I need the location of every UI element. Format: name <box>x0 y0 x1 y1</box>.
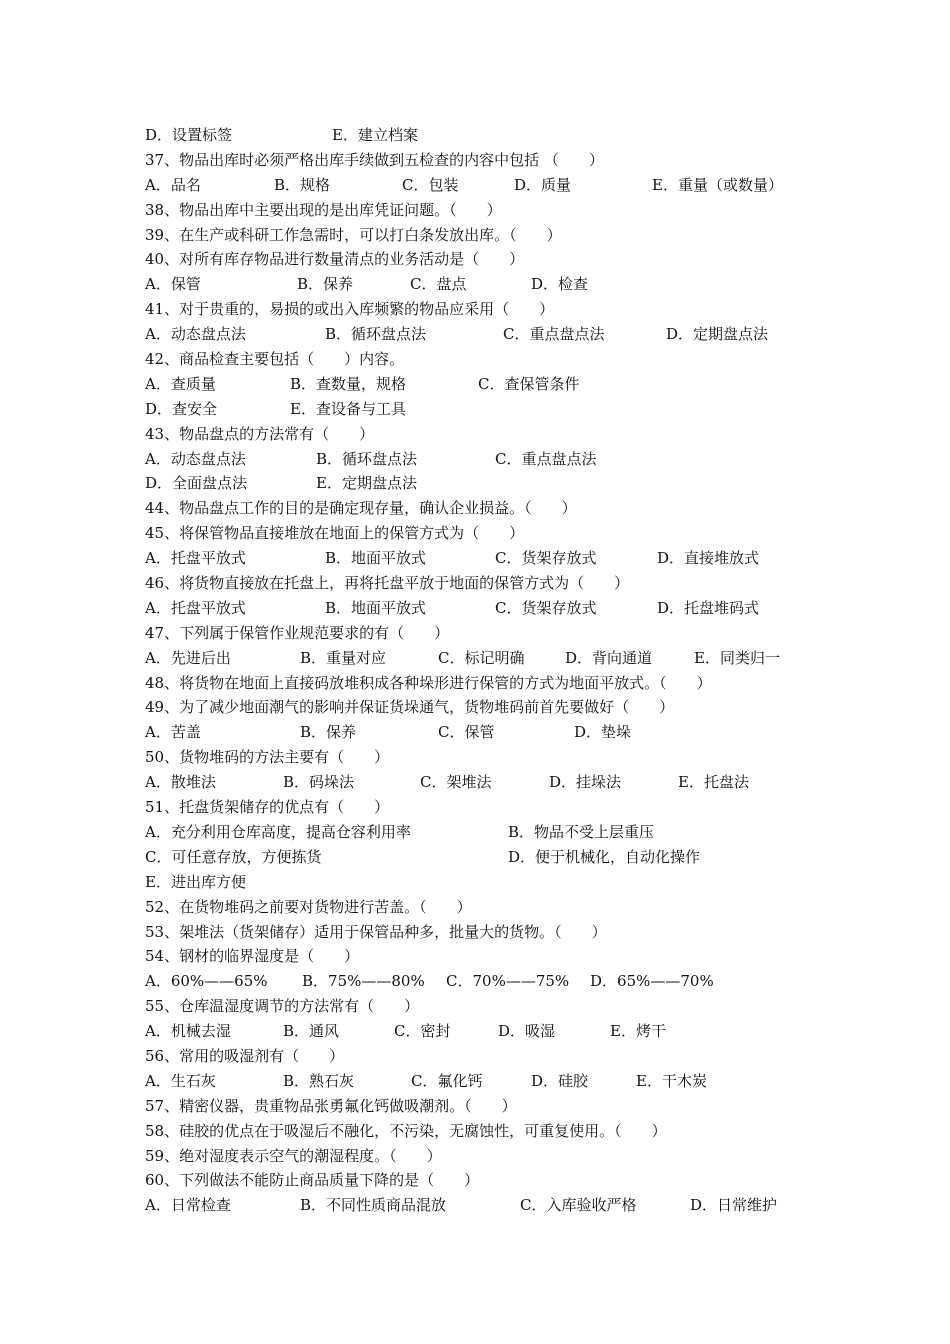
question-text: 43、物品盘点的方法常有（ ） <box>145 424 375 443</box>
text-segment: D．背向通道 <box>565 648 653 667</box>
text-line <box>0 297 950 322</box>
text-segment: D．吸湿 <box>498 1022 556 1041</box>
text-line <box>0 496 950 521</box>
text-line <box>0 969 950 994</box>
text-segment: E．查设备与工具 <box>290 399 406 418</box>
text-segment: D．硅胶 <box>531 1071 589 1090</box>
text-segment: A．60%——65% <box>145 972 268 991</box>
question-text: 48、将货物在地面上直接码放堆积成各种垛形进行保管的方式为地面平放式。（ ） <box>145 673 712 692</box>
text-segment: D．设置标签 <box>145 126 233 144</box>
text-segment: A．生石灰 <box>145 1071 216 1090</box>
text-segment: A．托盘平放式 <box>145 549 246 568</box>
text-line <box>0 422 950 447</box>
text-segment: A．查质量 <box>145 374 216 393</box>
text-segment: C．货架存放式 <box>495 598 597 617</box>
text-segment: B．码垛法 <box>283 773 355 792</box>
text-segment: E．托盘法 <box>678 773 749 792</box>
text-line <box>0 397 950 422</box>
text-line <box>0 123 950 148</box>
text-segment: E．烤干 <box>610 1022 666 1041</box>
question-text: 57、精密仪器，贵重物品张勇氟化钙做吸潮剂。（ ） <box>145 1096 517 1115</box>
text-segment: D．便于机械化，自动化操作 <box>508 847 701 866</box>
text-line <box>0 621 950 646</box>
text-line <box>0 720 950 745</box>
text-segment: B．通风 <box>283 1022 340 1041</box>
text-segment: C．可任意存放，方便拣货 <box>145 847 322 866</box>
text-line <box>0 646 950 671</box>
text-segment: B．地面平放式 <box>325 598 427 617</box>
text-segment: C．货架存放式 <box>495 549 597 568</box>
text-line <box>0 1144 950 1169</box>
question-text: 56、常用的吸湿剂有（ ） <box>145 1046 345 1065</box>
text-line <box>0 795 950 820</box>
text-segment: C．架堆法 <box>420 773 492 792</box>
text-segment: C．保管 <box>438 723 495 742</box>
text-segment: B．查数量，规格 <box>290 374 407 393</box>
question-text: 54、钢材的临界湿度是（ ） <box>145 947 360 966</box>
text-segment: B．循环盘点法 <box>325 325 427 344</box>
question-text: 49、为了减少地面潮气的影响并保证货垛通气，货物堆码前首先要做好（ ） <box>145 698 675 717</box>
question-text: 58、硅胶的优点在于吸湿后不融化，不污染，无腐蚀性，可重复使用。（ ） <box>145 1121 667 1140</box>
text-line <box>0 447 950 472</box>
text-line <box>0 1193 950 1218</box>
text-segment: C．氟化钙 <box>411 1071 483 1090</box>
text-segment: E．同类归一 <box>694 648 780 667</box>
text-segment: C．盘点 <box>410 275 467 294</box>
text-line <box>0 546 950 571</box>
text-segment: A．品名 <box>145 175 201 194</box>
text-segment: C．重点盘点法 <box>495 449 597 468</box>
question-text: 40、对所有库存物品进行数量清点的业务活动是（ ） <box>145 250 525 269</box>
text-segment: E．建立档案 <box>332 126 418 144</box>
text-line <box>0 820 950 845</box>
text-line <box>0 920 950 945</box>
text-segment: D．挂垛法 <box>549 773 622 792</box>
text-segment: B．熟石灰 <box>283 1071 355 1090</box>
question-text: 55、仓库温湿度调节的方法常有（ ） <box>145 997 420 1016</box>
question-text: 42、商品检查主要包括（ ）内容。 <box>145 350 405 369</box>
text-segment: C．70%——75% <box>446 972 570 991</box>
text-segment: D．65%——70% <box>590 972 714 991</box>
text-line <box>0 198 950 223</box>
text-line <box>0 148 950 173</box>
text-segment: A．先进后出 <box>145 648 231 667</box>
text-segment: D．日常维护 <box>690 1196 778 1215</box>
text-segment: D．垫垛 <box>574 723 632 742</box>
text-segment: A．托盘平放式 <box>145 598 246 617</box>
question-text: 39、在生产或科研工作急需时，可以打白条发放出库。（ ） <box>145 225 562 244</box>
question-text: 60、下列做法不能防止商品质量下降的是（ ） <box>145 1171 480 1190</box>
text-segment: D．托盘堆码式 <box>657 598 760 617</box>
text-segment: D．检查 <box>531 275 589 294</box>
text-segment: B．重量对应 <box>300 648 387 667</box>
text-segment: D．定期盘点法 <box>666 325 769 344</box>
text-line <box>0 845 950 870</box>
text-segment: A．日常检查 <box>145 1196 231 1215</box>
question-text: 45、将保管物品直接堆放在地面上的保管方式为（ ） <box>145 524 525 543</box>
text-segment: C．密封 <box>394 1022 451 1041</box>
text-segment: B．不同性质商品混放 <box>300 1196 447 1215</box>
text-line <box>0 1119 950 1144</box>
text-line <box>0 322 950 347</box>
text-line <box>0 671 950 696</box>
question-text: 38、物品出库中主要出现的是出库凭证问题。（ ） <box>145 200 502 219</box>
text-segment: B．循环盘点法 <box>316 449 418 468</box>
text-segment: C．重点盘点法 <box>503 325 605 344</box>
text-segment: B．保养 <box>297 275 354 294</box>
text-segment: A．散堆法 <box>145 773 216 792</box>
question-text: 37、物品出库时必须严格出库手续做到五检查的内容中包括 （ ） <box>145 150 604 169</box>
text-segment: C．包装 <box>402 175 459 194</box>
text-segment: D．直接堆放式 <box>657 549 760 568</box>
text-line <box>0 173 950 198</box>
text-line <box>0 895 950 920</box>
question-text: 46、将货物直接放在托盘上，再将托盘平放于地面的保管方式为（ ） <box>145 574 630 593</box>
text-line <box>0 223 950 248</box>
question-text: 50、货物堆码的方法主要有（ ） <box>145 748 390 767</box>
text-line <box>0 347 950 372</box>
text-line <box>0 994 950 1019</box>
question-text: 52、在货物堆码之前要对货物进行苦盖。（ ） <box>145 897 472 916</box>
question-text: 59、绝对湿度表示空气的潮湿程度。（ ） <box>145 1146 442 1165</box>
question-text: 44、物品盘点工作的目的是确定现存量，确认企业损益。（ ） <box>145 499 577 518</box>
text-segment: A．充分利用仓库高度，提高仓容利用率 <box>145 822 411 841</box>
question-text: E．进出库方便 <box>145 872 246 891</box>
text-segment: B．规格 <box>274 175 331 194</box>
text-line <box>0 944 950 969</box>
text-segment: B．物品不受上层重压 <box>508 822 655 841</box>
text-line <box>0 247 950 272</box>
text-line <box>0 596 950 621</box>
text-segment: A．动态盘点法 <box>145 449 246 468</box>
text-segment: E．干木炭 <box>636 1071 707 1090</box>
text-segment: C．查保管条件 <box>478 374 580 393</box>
question-text: 53、架堆法（货架储存）适用于保管品种多，批量大的货物。（ ） <box>145 922 607 941</box>
text-line <box>0 745 950 770</box>
text-line <box>0 1094 950 1119</box>
text-segment: B．保养 <box>300 723 357 742</box>
text-segment: C．标记明确 <box>438 648 525 667</box>
text-segment: A．保管 <box>145 275 201 294</box>
text-segment: D．质量 <box>514 175 572 194</box>
text-line <box>0 571 950 596</box>
text-line <box>0 1044 950 1069</box>
text-segment: E．重量（或数量） <box>652 175 783 194</box>
question-text: 47、下列属于保管作业规范要求的有（ ） <box>145 623 450 642</box>
text-line <box>0 372 950 397</box>
text-line <box>0 1069 950 1094</box>
text-segment: C．入库验收严格 <box>520 1196 637 1215</box>
text-line <box>0 870 950 895</box>
text-segment: A．机械去湿 <box>145 1022 231 1041</box>
text-segment: B．75%——80% <box>302 972 425 991</box>
question-text: 51、托盘货架储存的优点有（ ） <box>145 798 390 817</box>
text-segment: A．动态盘点法 <box>145 325 246 344</box>
question-text: 41、对于贵重的，易损的或出入库频繁的物品应采用（ ） <box>145 300 555 319</box>
text-line <box>0 695 950 720</box>
document-page <box>0 123 950 1218</box>
text-line <box>0 1019 950 1044</box>
text-segment: A．苦盖 <box>145 723 201 742</box>
text-segment: D．全面盘点法 <box>145 474 248 493</box>
text-segment: B．地面平放式 <box>325 549 427 568</box>
text-line <box>0 272 950 297</box>
text-segment: D．查安全 <box>145 399 218 418</box>
text-line <box>0 471 950 496</box>
text-line <box>0 1168 950 1193</box>
text-line <box>0 770 950 795</box>
text-line <box>0 521 950 546</box>
text-segment: E．定期盘点法 <box>316 474 417 493</box>
